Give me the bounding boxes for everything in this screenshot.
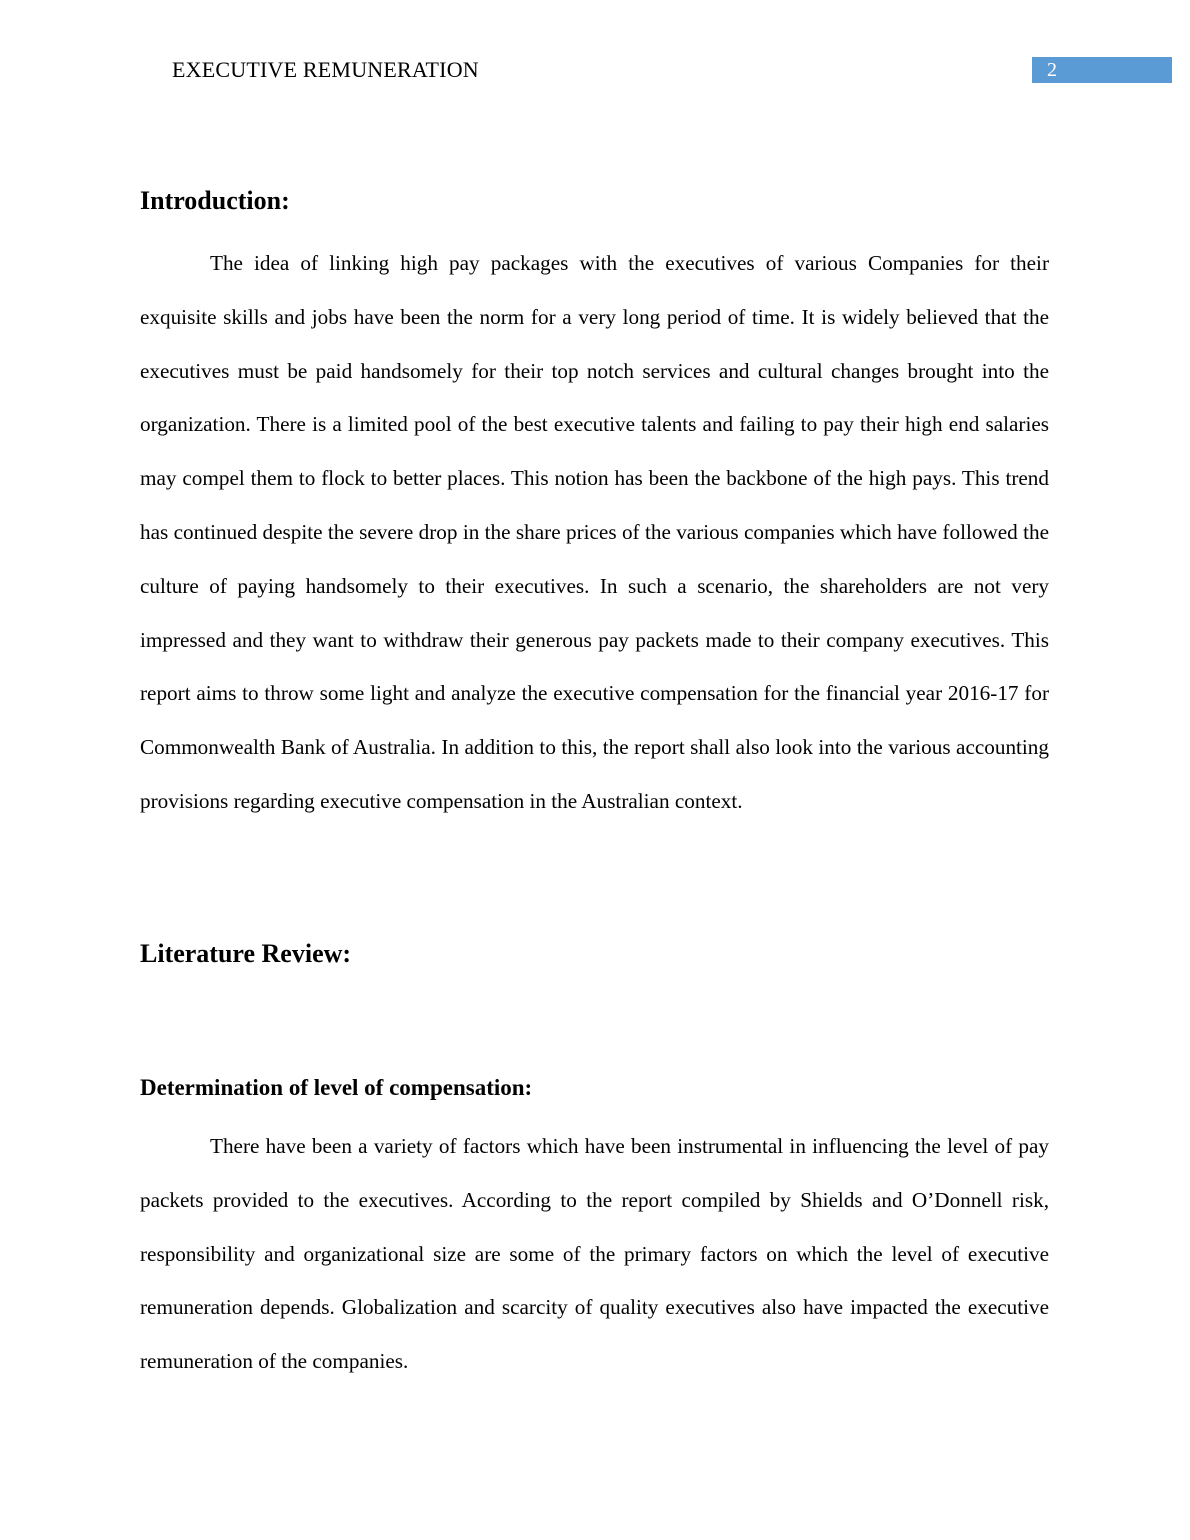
determination-paragraph: There have been a variety of factors which have been instrumental in influencing the level of pay packets provided to the executives. According to the report compiled by Shields and O’Donnell risk, responsibility and organizational size are some of the primary factors on which the level of executive remuneration depends. Globalization and scarcity of quality executives also have impacted the executive remuneration of the companies. [140,1134,1049,1374]
running-head: EXECUTIVE REMUNERATION [172,57,479,82]
introduction-paragraph: The idea of linking high pay packages with the executives of various Companies for their exquisite skills and jobs have been the norm for a very long period of time. It is widely believed that the executives must be paid handsomely for their top notch services and cultural changes brought into the organization. There is a limited pool of the best executive talents and failing to pay their high end salaries may compel them to flock to better places. This notion has been the backbone of the high pays. This trend has continued despite the severe drop in the share prices of the various companies which have followed the culture of paying handsomely to their executives. In such a scenario, the shareholders are not very impressed and they want to withdraw their generous pay packets made to their company executives. This report aims to throw some light and analyze the executive compensation for the financial year 2016-17 for Commonwealth Bank of Australia. In addition to this, the report shall also look into the various accounting provisions regarding executive compensation in the Australian context. [140,251,1049,813]
determination-heading: Determination of level of compensation: [140,1075,533,1100]
introduction-heading: Introduction: [140,186,290,215]
page-number: 2 [1047,59,1057,81]
page-number-badge [1032,57,1172,83]
literature-review-heading: Literature Review: [140,939,352,968]
